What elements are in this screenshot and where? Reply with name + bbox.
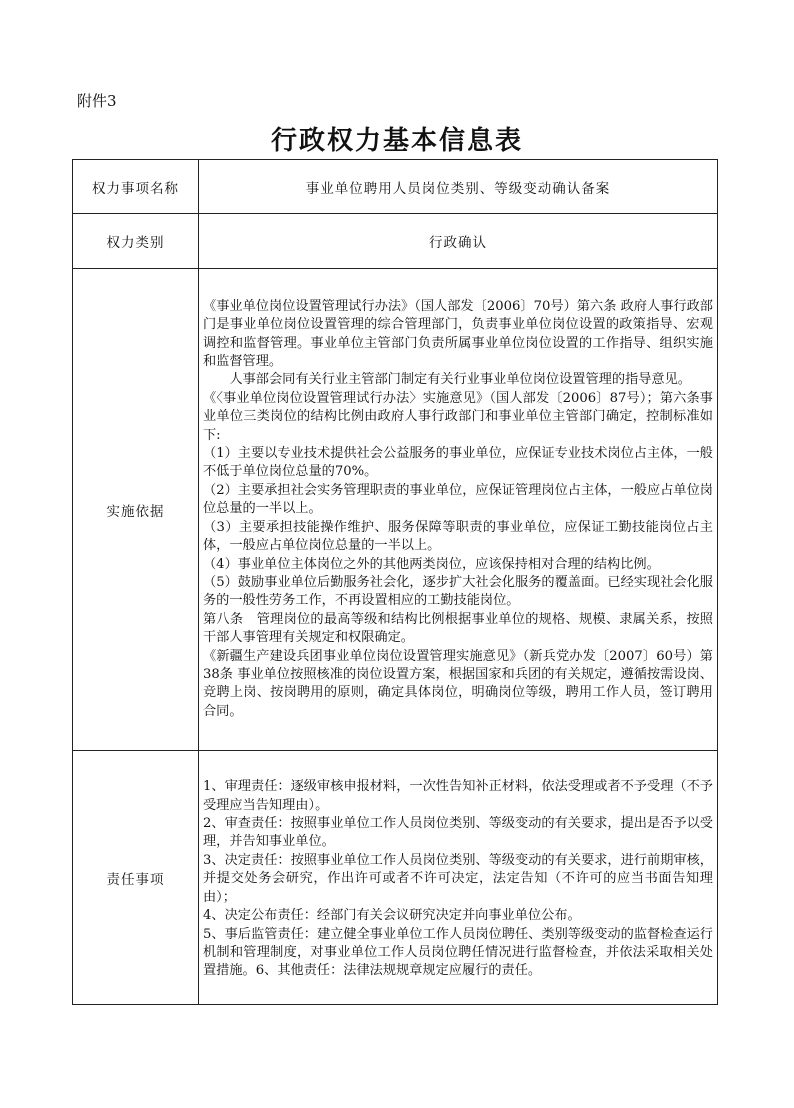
duty-paragraph: 3、决定责任：按照事业单位工作人员岗位类别、等级变动的有关要求，进行前期审核，并提交处务会研究，作出许可或者不许可决定，法定告知（不许可的应当书面告知理由）； (203, 852, 713, 905)
basis-paragraph: （3）主要承担技能操作维护、服务保障等职责的事业单位，应保证工勤技能岗位占主体，一般应占单位岗位总量的一半以上。 (203, 519, 713, 554)
info-table (72, 159, 718, 1005)
basis-paragraph: （4）事业单位主体岗位之外的其他两类岗位，应该保持相对合理的结构比例。 (203, 556, 660, 572)
attachment-label: 附件3 (77, 92, 117, 110)
table-row-basis (73, 269, 718, 751)
power-type-value: 行政确认 (199, 214, 718, 269)
basis-label: 实施依据 (73, 269, 199, 751)
table-row-duty (73, 751, 718, 1005)
duty-paragraph: 2、审查责任：按照事业单位工作人员岗位类别、等级变动的有关要求，提出是否予以受理，并告知事业单位。 (203, 816, 713, 850)
basis-paragraph: 《新疆生产建设兵团事业单位岗位设置管理实施意见》（新兵党办发〔2007〕60号）第38条 事业单位按照核准的岗位设置方案，根据国家和兵团的有关规定，遵循按需设岗、竞聘上岗、按岗聘用的原则，确定具体岗位，明确岗位等级，聘用工作人员，签订聘用合同。 (203, 648, 713, 719)
power-name-label: 权力事项名称 (73, 160, 199, 214)
basis-content (199, 269, 718, 751)
basis-paragraph: 人事部会同有关行业主管部门制定有关行业事业单位岗位设置管理的指导意见。 (229, 372, 691, 388)
duty-content (199, 751, 718, 1005)
document-title: 行政权力基本信息表 (270, 126, 523, 156)
duty-label: 责任事项 (73, 751, 199, 1005)
duty-paragraph: 1、审理责任：逐级审核申报材料，一次性告知补正材料，依法受理或者不予受理（不予受理应当告知理由）。 (203, 779, 713, 813)
table-row-name (73, 160, 718, 214)
basis-paragraph: （2）主要承担社会实务管理职责的事业单位，应保证管理岗位占主体，一般应占单位岗位总量的一半以上。 (203, 482, 713, 517)
table-row-type (73, 214, 718, 269)
basis-paragraph: 《〈事业单位岗位设置管理试行办法〉实施意见》（国人部发〔2006〕87号）；第六条事业单位三类岗位的结构比例由政府人事行政部门和事业单位主管部门确定，控制标准如下: (203, 390, 713, 443)
basis-paragraph: 《事业单位岗位设置管理试行办法》（国人部发〔2006〕70号）第六条 政府人事行政部门是事业单位岗位设置管理的综合管理部门，负责事业单位岗位设置的政策指导、宏观调控和监督管理。事业单位主管部门负责所属事业单位岗位设置的工作指导、组织实施和监督管理。 (203, 298, 713, 370)
basis-paragraph: 第八条 管理岗位的最高等级和结构比例根据事业单位的规格、规模、隶属关系，按照干部人事管理有关规定和权限确定。 (203, 611, 713, 646)
duty-paragraph: 5、事后监管责任：建立健全事业单位工作人员岗位聘任、类别等级变动的监督检查运行机制和管理制度，对事业单位工作人员岗位聘任情况进行监督检查，并依法采取相关处置措施。6、其他责任：法律法规规章规定应履行的责任。 (203, 926, 713, 979)
power-type-label: 权力类别 (73, 214, 199, 269)
duty-paragraph: 4、决定公布责任：经部门有关会议研究决定并向事业单位公布。 (203, 908, 581, 924)
power-name-value: 事业单位聘用人员岗位类别、等级变动确认备案 (199, 160, 718, 214)
basis-paragraph: （1）主要以专业技术提供社会公益服务的事业单位，应保证专业技术岗位占主体，一般不低于单位岗位总量的70%。 (203, 446, 713, 480)
basis-paragraph: （5）鼓励事业单位后勤服务社会化，逐步扩大社会化服务的覆盖面。已经实现社会化服务的一般性劳务工作，不再设置相应的工勤技能岗位。 (203, 574, 713, 609)
